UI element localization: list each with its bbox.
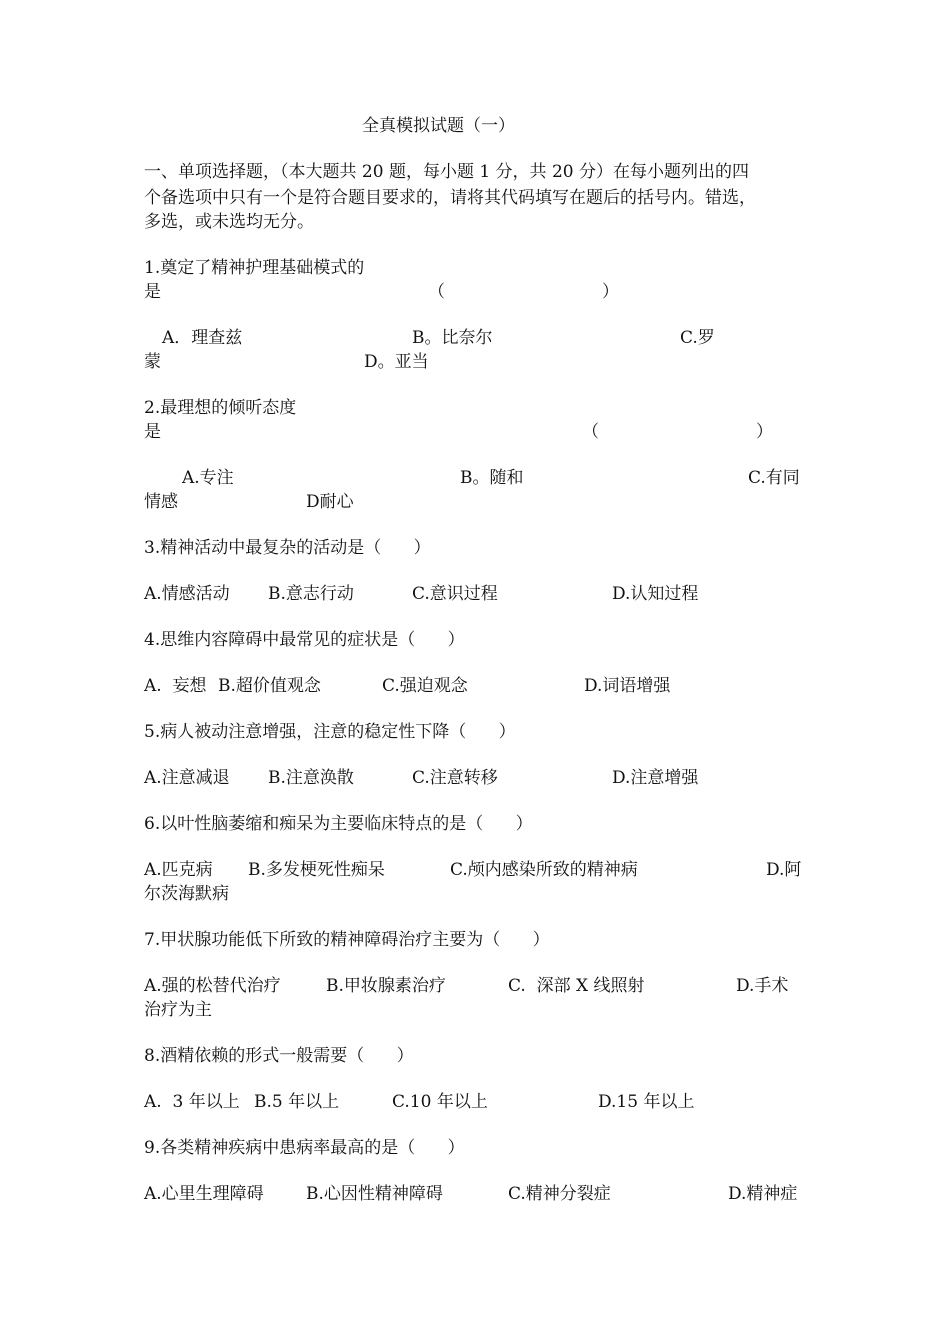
question-1-option-a: A．理查兹 bbox=[162, 328, 243, 348]
question-6-option-d: D.阿 bbox=[766, 860, 802, 880]
question-2-stem: 2.最理想的倾听态度 bbox=[144, 398, 297, 418]
question-3-stem: 3.精神活动中最复杂的活动是（ ） bbox=[144, 538, 431, 558]
question-2-option-a: A.专注 bbox=[182, 468, 234, 488]
question-6-option-c: C.颅内感染所致的精神病 bbox=[450, 860, 638, 880]
question-7-option-d-cont: 治疗为主 bbox=[144, 1000, 212, 1020]
question-1-answer-paren-close: ） bbox=[602, 282, 619, 302]
question-1-stem: 1.奠定了精神护理基础模式的 bbox=[144, 258, 365, 278]
question-5-stem: 5.病人被动注意增强，注意的稳定性下降（ ） bbox=[144, 722, 516, 742]
instructions-line-2: 个备选项中只有一个是符合题目要求的，请将其代码填写在题后的括号内。错选， bbox=[144, 188, 756, 208]
question-1-option-d: D。亚当 bbox=[364, 352, 429, 372]
question-6-option-b: B.多发梗死性痴呆 bbox=[248, 860, 385, 880]
question-4-option-a: A. 妄想 bbox=[144, 676, 207, 696]
question-5-option-b: B.注意涣散 bbox=[268, 768, 354, 788]
question-9-option-a: A.心里生理障碍 bbox=[144, 1184, 264, 1204]
question-4-option-c: C.强迫观念 bbox=[382, 676, 468, 696]
question-4-stem: 4.思维内容障碍中最常见的症状是（ ） bbox=[144, 630, 465, 650]
question-7-option-c: C. 深部 X 线照射 bbox=[508, 976, 645, 996]
question-5-option-d: D.注意增强 bbox=[612, 768, 699, 788]
question-2-option-c-cont: 情感 bbox=[144, 492, 178, 512]
question-9-stem: 9.各类精神疾病中患病率最高的是（ ） bbox=[144, 1138, 465, 1158]
question-1-option-c-cont: 蒙 bbox=[144, 352, 161, 372]
question-8-stem: 8.酒精依赖的形式一般需要（ ） bbox=[144, 1046, 414, 1066]
question-2-answer-paren-close: ） bbox=[756, 422, 773, 442]
question-1-stem-end: 是 bbox=[144, 282, 161, 302]
question-6-option-d-cont: 尔茨海默病 bbox=[144, 884, 229, 904]
question-2-stem-end: 是 bbox=[144, 422, 161, 442]
question-8-option-b: B.5 年以上 bbox=[254, 1092, 340, 1112]
question-2-answer-paren-open: （ bbox=[582, 422, 599, 442]
instructions-line-3: 多选，或未选均无分。 bbox=[144, 212, 314, 232]
question-9-option-d: D.精神症 bbox=[728, 1184, 798, 1204]
question-1-option-c: C.罗 bbox=[680, 328, 715, 348]
page-title: 全真模拟试题（一） bbox=[362, 116, 515, 136]
question-5-option-c: C.注意转移 bbox=[412, 768, 498, 788]
question-8-option-d: D.15 年以上 bbox=[598, 1092, 695, 1112]
question-7-option-a: A.强的松替代治疗 bbox=[144, 976, 281, 996]
question-9-option-c: C.精神分裂症 bbox=[508, 1184, 611, 1204]
question-1-answer-paren-open: （ bbox=[428, 282, 445, 302]
question-7-option-b: B.甲妆腺素治疗 bbox=[326, 976, 446, 996]
question-2-option-d: D耐心 bbox=[306, 492, 354, 512]
question-4-option-b: B.超价值观念 bbox=[218, 676, 321, 696]
question-9-option-b: B.心因性精神障碍 bbox=[306, 1184, 443, 1204]
question-7-option-d: D.手术 bbox=[736, 976, 789, 996]
question-2-option-c: C.有同 bbox=[748, 468, 800, 488]
question-6-stem: 6.以叶性脑萎缩和痴呆为主要临床特点的是（ ） bbox=[144, 814, 533, 834]
question-6-option-a: A.匹克病 bbox=[144, 860, 213, 880]
question-3-option-d: D.认知过程 bbox=[612, 584, 699, 604]
question-8-option-c: C.10 年以上 bbox=[392, 1092, 488, 1112]
question-8-option-a: A. 3 年以上 bbox=[144, 1092, 240, 1112]
question-5-option-a: A.注意减退 bbox=[144, 768, 230, 788]
question-3-option-c: C.意识过程 bbox=[412, 584, 498, 604]
instructions-line-1: 一、单项选择题，（本大题共 20 题，每小题 1 分，共 20 分）在每小题列出的四 bbox=[144, 162, 750, 182]
question-2-option-b: B。随和 bbox=[460, 468, 524, 488]
question-7-stem: 7.甲状腺功能低下所致的精神障碍治疗主要为（ ） bbox=[144, 930, 550, 950]
question-3-option-a: A.情感活动 bbox=[144, 584, 230, 604]
question-3-option-b: B.意志行动 bbox=[268, 584, 354, 604]
question-1-option-b: B。比奈尔 bbox=[412, 328, 493, 348]
question-4-option-d: D.词语增强 bbox=[584, 676, 671, 696]
